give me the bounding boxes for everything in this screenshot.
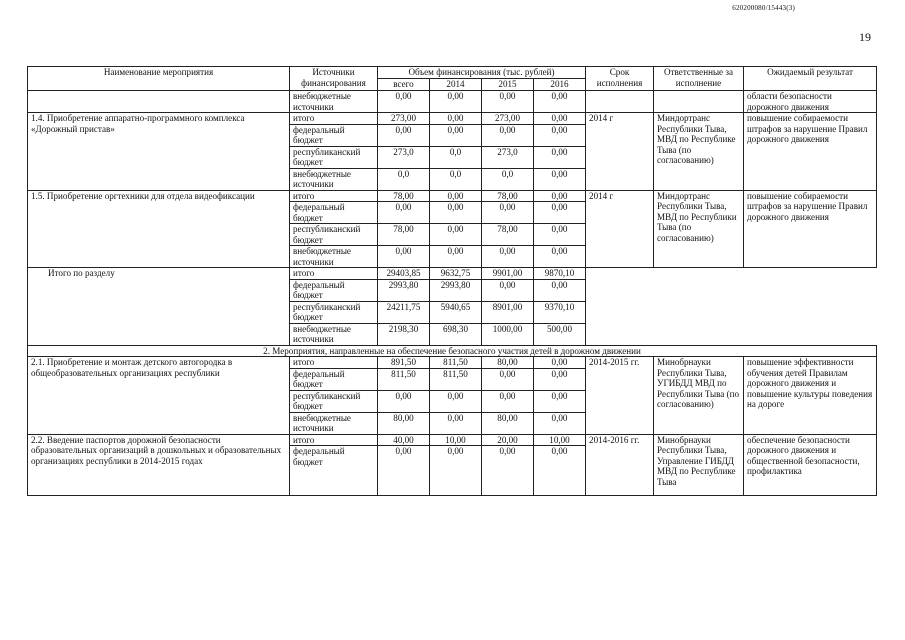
measure-name: 1.5. Приобретение оргтехники для отдела видеофиксации [28, 190, 290, 268]
header-term: Срок исполнения [586, 67, 654, 91]
value-cell: 0,00 [430, 202, 482, 224]
value-cell: 29403,85 [378, 268, 430, 280]
value-cell: 9870,10 [534, 268, 586, 280]
value-cell: 0,00 [534, 224, 586, 246]
value-cell: 811,50 [430, 357, 482, 369]
value-cell: 5940,65 [430, 301, 482, 323]
value-cell: 0,00 [430, 412, 482, 434]
value-cell: 0,00 [378, 390, 430, 412]
measure-name: 2.1. Приобретение и монтаж детского автогородка в общеобразовательных организациях республики [28, 357, 290, 435]
value-cell: 78,00 [378, 190, 430, 202]
value-cell: 0,00 [482, 368, 534, 390]
source-cell: республиканский бюджет [290, 301, 378, 323]
header-name: Наименование мероприятия [28, 67, 290, 91]
source-cell: внебюджетные источники [290, 246, 378, 268]
source-cell: итого [290, 434, 378, 446]
value-cell: 0,00 [534, 113, 586, 125]
table-row [28, 190, 877, 202]
value-cell: 0,00 [378, 91, 430, 113]
value-cell: 0,00 [534, 124, 586, 146]
financing-table [27, 66, 877, 496]
value-cell: 0,00 [534, 279, 586, 301]
table-row [28, 113, 877, 125]
value-cell: 0,00 [534, 146, 586, 168]
measure-name: 2.2. Введение паспортов дорожной безопасности образовательных организаций в дошкольных и образовательных организациях республики в 2014-2015 годах [28, 434, 290, 496]
value-cell: 2993,80 [430, 279, 482, 301]
table-row [28, 434, 877, 446]
result-cell: обеспечение безопасности дорожного движения и общественной безопасности, профилактика [744, 434, 877, 496]
value-cell: 1000,00 [482, 323, 534, 345]
header-sources: Источники финансирования [290, 67, 378, 91]
header-volume: Объем финансирования (тыс. рублей) [378, 67, 586, 79]
value-cell: 0,00 [534, 91, 586, 113]
source-cell: республиканский бюджет [290, 224, 378, 246]
section-total-label: Итого по разделу [28, 268, 290, 346]
term-cell: 2014-2015 гг. [586, 357, 654, 435]
term-cell: 2014 г [586, 190, 654, 268]
table-row [28, 357, 877, 369]
source-cell: внебюджетные источники [290, 323, 378, 345]
value-cell: 0,0 [482, 168, 534, 190]
value-cell: 0,00 [534, 390, 586, 412]
source-cell: федеральный бюджет [290, 446, 378, 496]
header-2016: 2016 [534, 79, 586, 91]
value-cell: 273,00 [378, 113, 430, 125]
value-cell: 0,00 [482, 390, 534, 412]
responsible-cell: Минобрнауки Республики Тыва, УГИБДД МВД по Республики Тыва (по согласованию) [654, 357, 744, 435]
name-cell [28, 91, 290, 113]
value-cell: 0,00 [482, 91, 534, 113]
header-2015: 2015 [482, 79, 534, 91]
table-row [28, 91, 877, 113]
value-cell: 0,00 [482, 124, 534, 146]
value-cell: 0,00 [378, 124, 430, 146]
source-cell: федеральный бюджет [290, 368, 378, 390]
measure-name: 1.4. Приобретение аппаратно-программного комплекса «Дорожный пристав» [28, 113, 290, 191]
source-cell: внебюджетные источники [290, 412, 378, 434]
value-cell: 40,00 [378, 434, 430, 446]
value-cell: 20,00 [482, 434, 534, 446]
value-cell: 273,0 [482, 146, 534, 168]
value-cell: 811,50 [378, 368, 430, 390]
value-cell: 2198,30 [378, 323, 430, 345]
header-row [28, 67, 877, 79]
responsible-cell: Миндортранс Республики Тыва, МВД по Республики Тыва (по согласованию) [654, 190, 744, 268]
source-cell: итого [290, 357, 378, 369]
table-row [28, 268, 877, 280]
value-cell: 273,00 [482, 113, 534, 125]
result-cell: области безопасности дорожного движения [744, 91, 877, 113]
value-cell: 0,00 [482, 246, 534, 268]
document-id: 620200080/15443(3) [732, 4, 795, 12]
value-cell: 0,0 [430, 146, 482, 168]
value-cell: 0,00 [534, 368, 586, 390]
value-cell: 0,00 [430, 390, 482, 412]
result-cell: повышение собираемости штрафов за нарушение Правил дорожного движения [744, 190, 877, 268]
value-cell: 0,00 [534, 446, 586, 496]
source-cell: итого [290, 113, 378, 125]
value-cell: 0,00 [534, 168, 586, 190]
value-cell: 0,00 [482, 279, 534, 301]
value-cell: 273,0 [378, 146, 430, 168]
value-cell: 0,00 [482, 202, 534, 224]
section-row [28, 345, 877, 357]
value-cell: 80,00 [482, 357, 534, 369]
value-cell: 9632,75 [430, 268, 482, 280]
value-cell: 0,00 [534, 190, 586, 202]
value-cell: 80,00 [482, 412, 534, 434]
value-cell: 500,00 [534, 323, 586, 345]
responsible-cell [654, 91, 744, 113]
value-cell: 0,00 [378, 202, 430, 224]
term-cell [586, 91, 654, 113]
header-total: всего [378, 79, 430, 91]
value-cell: 9901,00 [482, 268, 534, 280]
value-cell: 9370,10 [534, 301, 586, 323]
source-cell: внебюджетные источники [290, 91, 378, 113]
value-cell: 0,00 [430, 91, 482, 113]
value-cell: 0,00 [430, 190, 482, 202]
value-cell: 78,00 [482, 190, 534, 202]
responsible-cell: Миндортранс Республики Тыва, МВД по Республике Тыва (по согласованию) [654, 113, 744, 191]
value-cell: 0,00 [430, 446, 482, 496]
term-cell: 2014-2016 гг. [586, 434, 654, 496]
source-cell: итого [290, 190, 378, 202]
value-cell: 0,00 [534, 202, 586, 224]
value-cell: 0,00 [534, 412, 586, 434]
section-title: 2. Мероприятия, направленные на обеспечение безопасного участия детей в дорожном движении [28, 345, 877, 357]
value-cell: 8901,00 [482, 301, 534, 323]
source-cell: федеральный бюджет [290, 202, 378, 224]
page-number: 19 [859, 30, 871, 44]
value-cell: 811,50 [430, 368, 482, 390]
result-cell: повышение эффективности обучения детей Правилам дорожного движения и повышение культуры поведения на дороге [744, 357, 877, 435]
value-cell: 78,00 [378, 224, 430, 246]
value-cell: 0,0 [430, 168, 482, 190]
source-cell: республиканский бюджет [290, 146, 378, 168]
empty-area [586, 268, 877, 346]
term-cell: 2014 г [586, 113, 654, 191]
header-responsible: Ответственные за исполнение [654, 67, 744, 91]
value-cell: 0,00 [534, 246, 586, 268]
value-cell: 80,00 [378, 412, 430, 434]
value-cell: 24211,75 [378, 301, 430, 323]
value-cell: 0,00 [430, 124, 482, 146]
source-cell: внебюджетные источники [290, 168, 378, 190]
value-cell: 10,00 [534, 434, 586, 446]
value-cell: 0,00 [482, 446, 534, 496]
responsible-cell: Минобрнауки Республики Тыва, Управление ГИБДД МВД по Республике Тыва [654, 434, 744, 496]
source-cell: федеральный бюджет [290, 124, 378, 146]
header-2014: 2014 [430, 79, 482, 91]
value-cell: 0,0 [378, 168, 430, 190]
source-cell: республиканский бюджет [290, 390, 378, 412]
value-cell: 0,00 [430, 224, 482, 246]
result-cell: повышение собираемости штрафов за нарушение Правил дорожного движения [744, 113, 877, 191]
value-cell: 10,00 [430, 434, 482, 446]
value-cell: 0,00 [378, 246, 430, 268]
value-cell: 891,50 [378, 357, 430, 369]
value-cell: 0,00 [430, 246, 482, 268]
header-result: Ожидаемый результат [744, 67, 877, 91]
value-cell: 0,00 [378, 446, 430, 496]
value-cell: 0,00 [430, 113, 482, 125]
value-cell: 0,00 [534, 357, 586, 369]
value-cell: 2993,80 [378, 279, 430, 301]
value-cell: 78,00 [482, 224, 534, 246]
value-cell: 698,30 [430, 323, 482, 345]
source-cell: итого [290, 268, 378, 280]
source-cell: федеральный бюджет [290, 279, 378, 301]
